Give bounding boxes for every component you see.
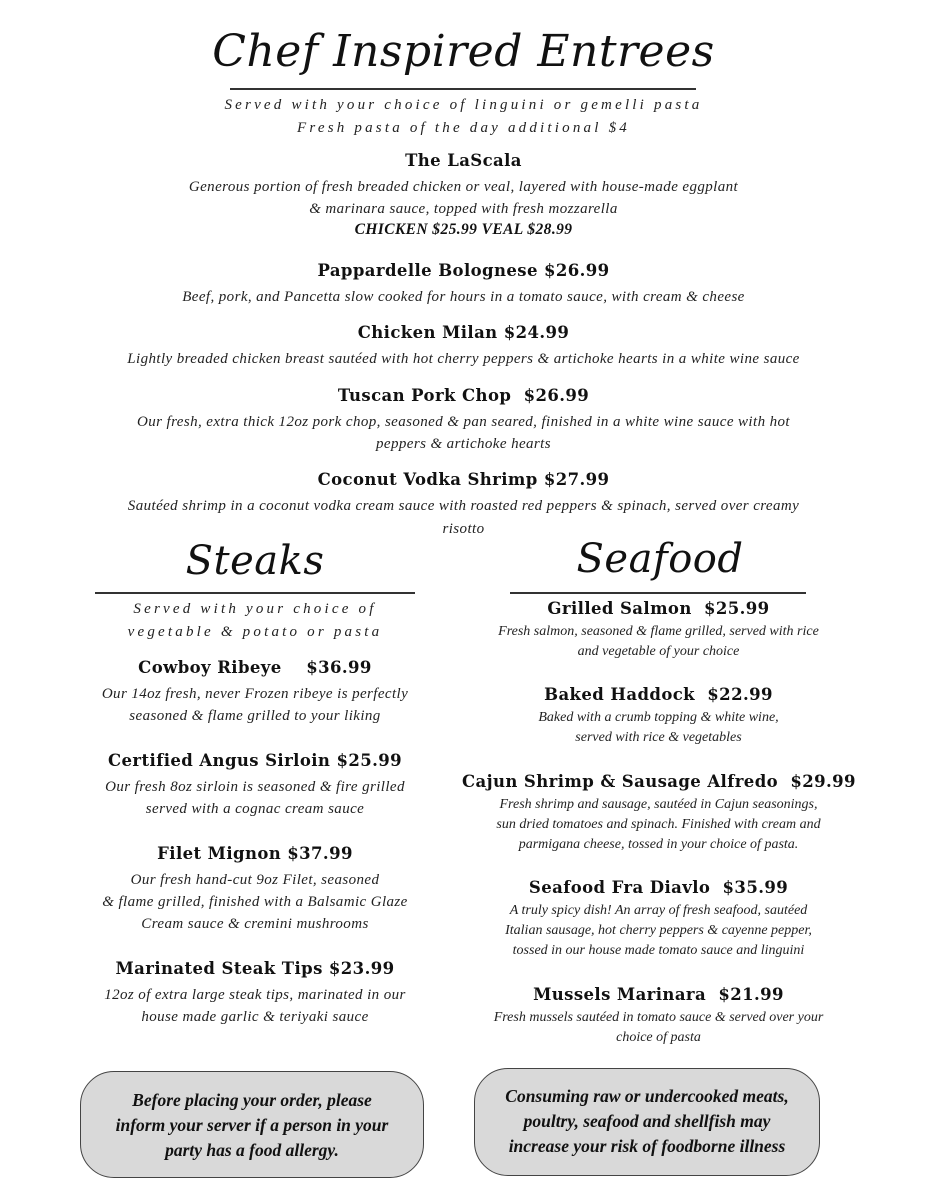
- seafood-desc: Fresh mussels sautéed in tomato sauce & served over your: [493, 1010, 824, 1025]
- seafood-desc: sun dried tomatoes and spinach. Finished with cream and: [496, 817, 821, 832]
- seafood-desc: choice of pasta: [616, 1030, 701, 1045]
- seafood-desc: Baked with a crumb topping & white wine,: [538, 710, 779, 725]
- seafood-desc: parmigana cheese, tossed in your choice of pasta.: [518, 837, 799, 852]
- raw-food-notice-line: Consuming raw or undercooked meats,: [505, 1086, 789, 1106]
- seafood-title-underline: [510, 592, 806, 594]
- seafood-name: Grilled Salmon $25.99: [547, 599, 770, 618]
- entree-price-line: CHICKEN $25.99 VEAL $28.99: [354, 221, 573, 238]
- entree-desc: Sautéed shrimp in a coconut vodka cream sauce with roasted red peppers & spinach, served over creamy: [127, 498, 800, 514]
- seafood-desc: A truly spicy dish! An array of fresh seafood, sautéed: [509, 903, 808, 918]
- entrees-subtitle-2: Fresh pasta of the day additional $4: [297, 120, 630, 136]
- steak-desc: & flame grilled, finished with a Balsamic Glaze: [102, 894, 408, 910]
- seafood-desc: Italian sausage, hot cherry peppers & cayenne pepper,: [505, 923, 812, 938]
- seafood-desc: tossed in our house made tomato sauce and linguini: [512, 943, 805, 958]
- steaks-title: Steaks: [185, 538, 325, 584]
- seafood-title: Seafood: [576, 536, 744, 582]
- entree-desc: risotto: [442, 521, 485, 537]
- entree-desc: Generous portion of fresh breaded chicken or veal, layered with house-made eggplant: [188, 179, 739, 195]
- steak-name: Marinated Steak Tips $23.99: [115, 959, 395, 978]
- entree-name: Tuscan Pork Chop $26.99: [337, 386, 590, 405]
- entrees-subtitle-1: Served with your choice of linguini or gemelli pasta: [224, 97, 703, 113]
- steak-desc: served with a cognac cream sauce: [145, 801, 365, 817]
- steak-name: Filet Mignon $37.99: [157, 844, 353, 863]
- entree-desc: Lightly breaded chicken breast sautéed with hot cherry peppers & artichoke hearts in a white wine sauce: [127, 351, 800, 367]
- entree-desc: & marinara sauce, topped with fresh mozzarella: [309, 201, 618, 217]
- steak-name: Cowboy Ribeye $36.99: [138, 658, 372, 677]
- allergy-notice-line: party has a food allergy.: [165, 1140, 339, 1160]
- entree-desc: Our fresh, extra thick 12oz pork chop, seasoned & pan seared, finished in a white wine sauce with hot: [137, 414, 790, 430]
- steak-desc: 12oz of extra large steak tips, marinated in our: [104, 987, 406, 1003]
- seafood-desc: served with rice & vegetables: [575, 730, 742, 745]
- entree-name: Pappardelle Bolognese $26.99: [317, 261, 610, 280]
- steaks-title-underline: [95, 592, 415, 594]
- entrees-title: Chef Inspired Entrees: [212, 26, 715, 77]
- allergy-notice-line: inform your server if a person in your: [115, 1115, 389, 1135]
- seafood-name: Mussels Marinara $21.99: [533, 985, 784, 1004]
- entree-name: Chicken Milan $24.99: [357, 323, 570, 342]
- seafood-name: Seafood Fra Diavlo $35.99: [528, 878, 789, 897]
- raw-food-notice-line: increase your risk of foodborne illness: [508, 1136, 786, 1156]
- seafood-desc: and vegetable of your choice: [577, 644, 740, 659]
- steaks-subtitle-2: vegetable & potato or pasta: [127, 624, 383, 640]
- raw-food-notice-line: poultry, seafood and shellfish may: [523, 1111, 771, 1131]
- steak-desc: house made garlic & teriyaki sauce: [141, 1009, 369, 1025]
- allergy-notice-line: Before placing your order, please: [132, 1090, 372, 1110]
- raw-food-notice: [474, 1068, 820, 1176]
- allergy-notice: [80, 1071, 424, 1178]
- entrees-title-underline: [230, 88, 696, 90]
- entree-name: The LaScala: [405, 151, 522, 170]
- entree-name: Coconut Vodka Shrimp $27.99: [317, 470, 610, 489]
- steaks-subtitle-1: Served with your choice of: [133, 601, 377, 617]
- seafood-name: Baked Haddock $22.99: [544, 685, 773, 704]
- entree-desc: Beef, pork, and Pancetta slow cooked for hours in a tomato sauce, with cream & cheese: [182, 289, 745, 305]
- seafood-name: Cajun Shrimp & Sausage Alfredo $29.99: [462, 772, 856, 791]
- steak-desc: seasoned & flame grilled to your liking: [129, 708, 381, 724]
- seafood-desc: Fresh salmon, seasoned & flame grilled, served with rice: [498, 624, 819, 639]
- steak-desc: Cream sauce & cremini mushrooms: [141, 916, 369, 932]
- steak-desc: Our 14oz fresh, never Frozen ribeye is perfectly: [101, 686, 409, 702]
- steak-desc: Our fresh hand-cut 9oz Filet, seasoned: [130, 872, 380, 888]
- steak-desc: Our fresh 8oz sirloin is seasoned & fire grilled: [105, 779, 405, 795]
- steak-name: Certified Angus Sirloin $25.99: [107, 751, 403, 770]
- seafood-desc: Fresh shrimp and sausage, sautéed in Cajun seasonings,: [499, 797, 818, 812]
- entree-desc: peppers & artichoke hearts: [376, 436, 551, 452]
